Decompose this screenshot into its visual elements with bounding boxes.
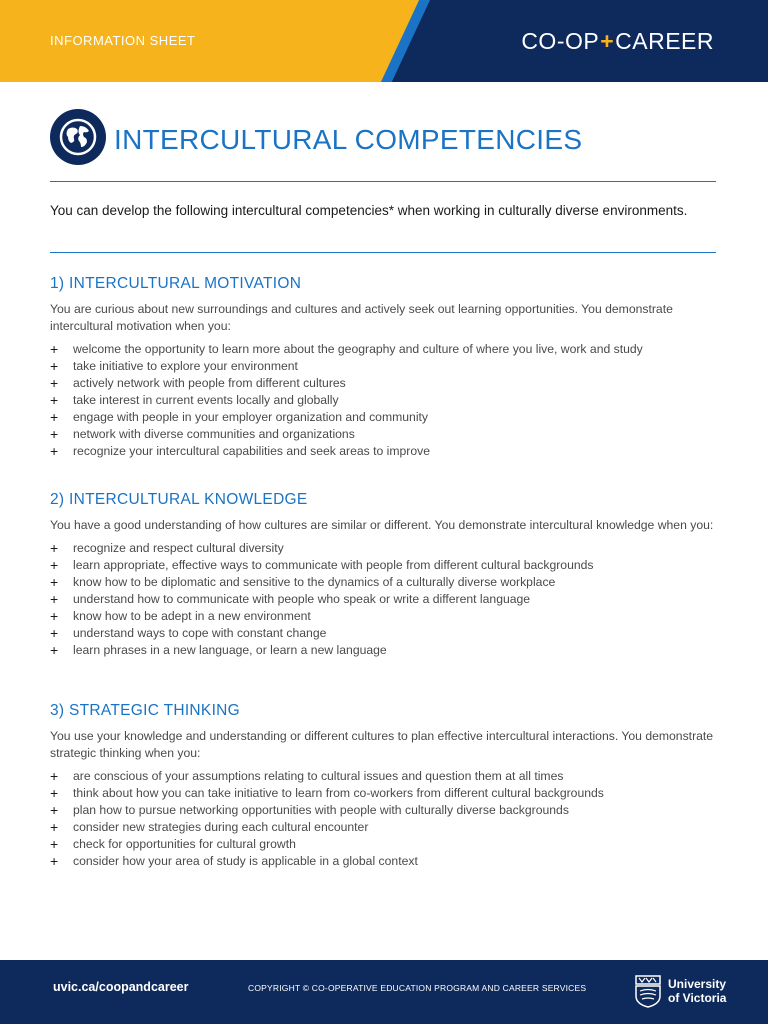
university-crest-icon <box>634 974 662 1008</box>
plus-icon: + <box>50 358 59 374</box>
plus-icon: + <box>50 591 59 607</box>
section-strategic-thinking <box>50 702 720 870</box>
list-item: + engage with people in your employer organization and community <box>50 409 429 425</box>
list-item: + are conscious of your assumptions relating to cultural issues and question them at all times <box>50 768 564 784</box>
list-item: + learn phrases in a new language, or learn a new language <box>50 642 387 658</box>
list-item: + understand how to communicate with people who speak or write a different language <box>50 591 531 607</box>
plus-icon: + <box>50 853 59 869</box>
plus-icon: + <box>50 540 59 556</box>
list-item: + learn appropriate, effective ways to communicate with people from different cultural backgrounds <box>50 557 594 573</box>
section-heading: 1) INTERCULTURAL MOTIVATION <box>50 275 302 292</box>
list-item: + actively network with people from different cultures <box>50 375 346 391</box>
plus-icon: + <box>50 819 59 835</box>
plus-icon: + <box>50 375 59 391</box>
section-knowledge <box>50 491 720 659</box>
section-lead: You have a good understanding of how cultures are similar or different. You demonstrate intercultural knowledge when you: <box>50 518 714 532</box>
competency-list <box>50 341 720 460</box>
page-title: INTERCULTURAL COMPETENCIES <box>114 124 583 155</box>
list-item: + welcome the opportunity to learn more about the geography and culture of where you live, work and study <box>50 341 643 357</box>
title-divider <box>50 181 716 182</box>
plus-icon: + <box>50 802 59 818</box>
plus-icon: + <box>50 642 59 658</box>
brand-career: CAREER <box>615 28 714 54</box>
info-sheet-label: INFORMATION SHEET <box>50 33 196 48</box>
competency-list <box>50 540 720 659</box>
plus-icon: + <box>50 785 59 801</box>
list-item: + recognize and respect cultural diversity <box>50 540 284 556</box>
section-heading: 2) INTERCULTURAL KNOWLEDGE <box>50 491 308 508</box>
brand-logo <box>521 28 714 55</box>
section-motivation <box>50 275 720 460</box>
list-item: + consider new strategies during each cultural encounter <box>50 819 369 835</box>
plus-icon: + <box>50 625 59 641</box>
list-item: + know how to be diplomatic and sensitive to the dynamics of a culturally diverse workplace <box>50 574 556 590</box>
list-item: + recognize your intercultural capabilities and seek areas to improve <box>50 443 431 459</box>
header-banner <box>0 0 768 82</box>
intro-text: You can develop the following intercultural competencies* when working in culturally diverse environments. <box>50 203 688 218</box>
plus-icon: + <box>50 608 59 624</box>
plus-icon: + <box>50 426 59 442</box>
list-item: + plan how to pursue networking opportunities with people with culturally diverse backgrounds <box>50 802 569 818</box>
footer-url-link[interactable]: uvic.ca/coopandcareer <box>53 980 189 994</box>
plus-icon: + <box>50 409 59 425</box>
competency-list <box>50 768 720 870</box>
list-item: + check for opportunities for cultural growth <box>50 836 296 852</box>
section-lead: You are curious about new surroundings and cultures and actively seek out learning opportunities. You demonstrate intercultural motivation when you: <box>50 302 673 333</box>
list-item: + take initiative to explore your environment <box>50 358 298 374</box>
section-lead: You use your knowledge and understanding or different cultures to plan effective intercultural interactions. You demonstrate strategic thinking when you: <box>50 729 714 760</box>
section-heading: 3) STRATEGIC THINKING <box>50 702 241 719</box>
list-item: + network with diverse communities and organizations <box>50 426 355 442</box>
plus-icon: + <box>50 341 59 357</box>
globe-icon <box>50 109 106 165</box>
list-item: + understand ways to cope with constant change <box>50 625 327 641</box>
list-item: + know how to be adept in a new environment <box>50 608 311 624</box>
copyright-text: COPYRIGHT © CO-OPERATIVE EDUCATION PROGRAM AND CAREER SERVICES <box>248 983 587 993</box>
plus-icon: + <box>50 574 59 590</box>
plus-icon: + <box>50 557 59 573</box>
list-item: + consider how your area of study is applicable in a global context <box>50 853 418 869</box>
list-item: + take interest in current events locally and globally <box>50 392 339 408</box>
brand-coop: CO-OP <box>521 28 600 54</box>
plus-icon: + <box>50 392 59 408</box>
plus-icon: + <box>50 836 59 852</box>
list-item: + think about how you can take initiative to learn from co-workers from different cultural backgrounds <box>50 785 604 801</box>
plus-icon: + <box>50 768 59 784</box>
university-logo <box>634 974 726 1008</box>
university-name: University of Victoria <box>668 977 727 1005</box>
brand-plus: + <box>600 28 615 54</box>
intro-divider <box>50 252 716 253</box>
plus-icon: + <box>50 443 59 459</box>
footer <box>0 960 768 1024</box>
